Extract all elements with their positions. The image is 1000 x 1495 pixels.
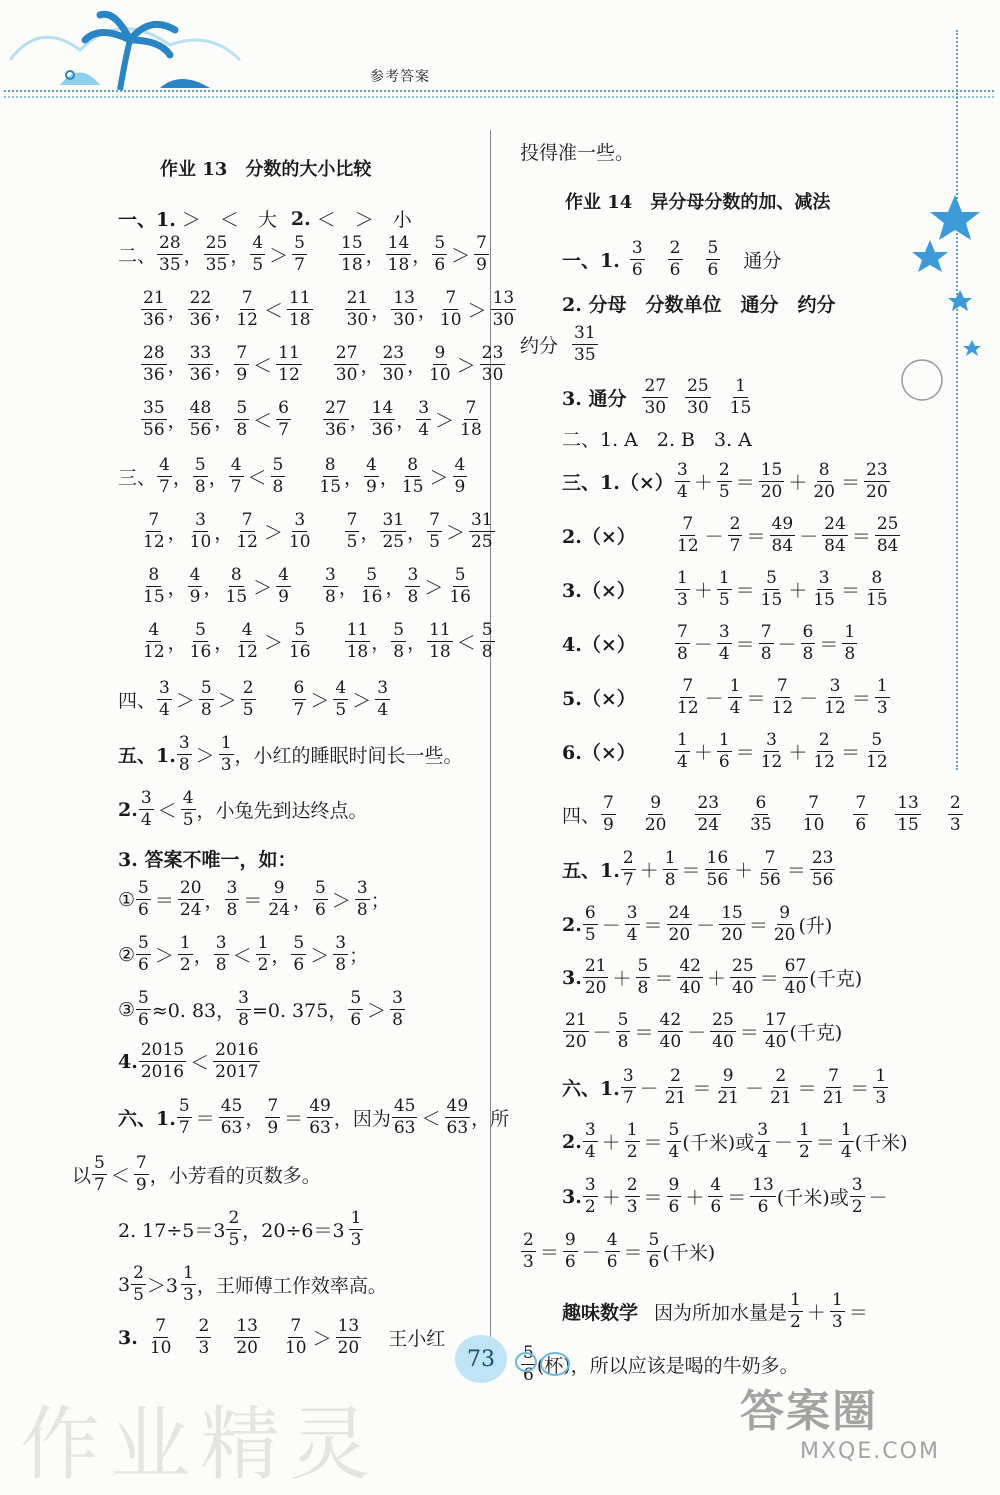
fraction: $\frac{1}{8}$ bbox=[844, 622, 856, 664]
equation-row: 6.（×） $\frac{1}{4}$ ＋ $\frac{1}{6}$ ＝ $\frac{3}{12}$ ＋ $\frac{2}{12}$ ＝ $\frac{5}{12}$ bbox=[562, 730, 888, 772]
right-s2: 二、1. A 2. B 3. A bbox=[562, 429, 752, 451]
left-s6-3: 3. $\frac{7}{10}$ $\frac{2}{3}$ $\frac{13}{20}$ $\frac{7}{10}$ ＞ $\frac{13}{20}$ 王小红 bbox=[118, 1316, 446, 1358]
fraction: $\frac{2}{7}$ bbox=[729, 514, 741, 556]
fraction: $\frac{7}{5}$ bbox=[346, 510, 358, 552]
fraction: $\frac{5}{15}$ bbox=[760, 568, 783, 610]
left-s5-c2: ② $\frac{5}{6}$ ＞ $\frac{1}{2}$ ， $\frac{3}{8}$ ＜ $\frac{1}{2}$ ， $\frac{5}{6}$ ＞ $\frac{3}{8}$ ； bbox=[118, 933, 369, 975]
fraction: $\frac{11}{18}$ bbox=[346, 620, 369, 662]
fraction: $\frac{7}{12}$ bbox=[677, 514, 699, 556]
fraction: $\frac{5}{16}$ bbox=[360, 565, 383, 607]
fraction: $\frac{6}{7}$ bbox=[293, 678, 305, 720]
fraction: $\frac{5}{8}$ bbox=[200, 678, 212, 720]
right-s6-3b: $\frac{2}{3}$ ＝ $\frac{9}{6}$ － $\frac{4}{6}$ ＝ $\frac{5}{6}$ (千米) bbox=[523, 1230, 716, 1272]
fraction: $\frac{3}{8}$ bbox=[407, 565, 419, 607]
section-label: 三、 bbox=[118, 467, 157, 489]
fraction: $\frac{4}{7}$ bbox=[159, 455, 170, 497]
fraction: $\frac{9}{10}$ bbox=[429, 343, 451, 385]
fraction: $\frac{4}{5}$ bbox=[252, 233, 264, 275]
header-title: 参考答案 bbox=[370, 69, 430, 85]
fraction: $\frac{8}{20}$ bbox=[813, 460, 835, 502]
right-s1-1: 一、1. $\frac{3}{6}$ $\frac{2}{6}$ $\frac{5}{6}$ 通分 bbox=[562, 238, 782, 280]
section-label: 二、 bbox=[118, 245, 157, 267]
fraction: $\frac{8}{15}$ bbox=[225, 565, 248, 607]
header-rule bbox=[4, 90, 994, 92]
comparison-row: $\frac{21}{36}$ ， $\frac{22}{36}$ ， $\frac{7}{12}$ ＜ $\frac{11}{18}$ $\frac{21}{30}$ ， $\frac{13}{30}$ ， $\frac{7}{10}$ ＞ $\frac{13}{30}$ bbox=[143, 288, 515, 330]
fraction: $\frac{5}{7}$ bbox=[294, 233, 305, 275]
bubble-icon bbox=[540, 1352, 570, 1376]
equation-row: 2.（×） $\frac{7}{12}$ － $\frac{2}{7}$ ＝ $\frac{49}{84}$ － $\frac{24}{84}$ ＝ $\frac{25}{84}$ bbox=[562, 514, 899, 556]
fraction: $\frac{28}{35}$ bbox=[159, 233, 181, 275]
comparison-row: 三、 $\frac{4}{7}$ ， $\frac{5}{8}$ ， $\frac{4}{7}$ ＜ $\frac{5}{8}$ $\frac{8}{15}$ ， $\frac{4}{9}$ ， $\frac{8}{15}$ ＞ $\frac{4}{9}$ bbox=[118, 455, 466, 497]
right-s5-3b: $\frac{21}{20}$ － $\frac{5}{8}$ ＝ $\frac{42}{40}$ － $\frac{25}{40}$ ＝ $\frac{17}{40}$ (千克) bbox=[565, 1010, 843, 1052]
fraction: $\frac{3}{10}$ bbox=[189, 510, 212, 552]
fraction: $\frac{3}{4}$ bbox=[718, 622, 730, 664]
right-s5-3: 3. $\frac{21}{20}$ ＋ $\frac{5}{8}$ ＝ $\frac{42}{40}$ ＋ $\frac{25}{40}$ ＝ $\frac{67}{40}$ (千克) bbox=[562, 956, 863, 998]
fraction: $\frac{8}{15}$ bbox=[401, 455, 424, 497]
page-header bbox=[0, 0, 1000, 110]
fraction: $\frac{1}{6}$ bbox=[718, 730, 730, 772]
comparison-row: 二、 $\frac{28}{35}$ ， $\frac{25}{35}$ ， $\frac{4}{5}$ ＞ $\frac{5}{7}$ $\frac{15}{18}$ ， $\frac{14}{18}$ ， $\frac{5}{6}$ ＞ $\frac{7}{9}$ bbox=[118, 233, 487, 275]
fraction: $\frac{4}{9}$ bbox=[366, 455, 377, 497]
watermark: 作业精灵 bbox=[20, 1398, 380, 1491]
fraction: $\frac{11}{18}$ bbox=[429, 620, 451, 662]
fraction: $\frac{2}{5}$ bbox=[718, 460, 730, 502]
fraction: $\frac{5}{8}$ bbox=[194, 455, 206, 497]
right-fun: 趣味数学 因为所加水量是 $\frac{1}{2}$ ＋ $\frac{1}{3}$ ＝ bbox=[562, 1290, 868, 1332]
right-s1-2b: 约分 $\frac{31}{35}$ bbox=[520, 323, 596, 365]
fraction: $\frac{23}{20}$ bbox=[866, 460, 888, 502]
right-fun-b: $\frac{5}{6}$ (杯)，所以应该是喝的牛奶多。 bbox=[523, 1343, 799, 1385]
left-s5-2: 2. $\frac{3}{4}$ ＜ $\frac{4}{5}$ ，小兔先到达终点。 bbox=[118, 788, 368, 830]
fraction: $\frac{7}{5}$ bbox=[429, 510, 440, 552]
site-logo: 答案圈 MXQE.COM bbox=[740, 1386, 940, 1464]
right-s5-1: 五、1. $\frac{2}{7}$ ＋ $\frac{1}{8}$ ＝ $\frac{16}{56}$ ＋ $\frac{7}{56}$ ＝ $\frac{23}{56}$ bbox=[562, 848, 834, 890]
fraction: $\frac{15}{20}$ bbox=[760, 460, 783, 502]
comparison-row: $\frac{4}{12}$ ， $\frac{5}{16}$ ， $\frac{4}{12}$ ＞ $\frac{5}{16}$ $\frac{11}{18}$ ， $\frac{5}{8}$ ， $\frac{11}{18}$ ＜ $\frac{5}{8}$ bbox=[143, 620, 493, 662]
fraction: $\frac{4}{9}$ bbox=[189, 565, 201, 607]
left-s5-4: 4. $\frac{2015}{2016}$ ＜ $\frac{2016}{2017}$ bbox=[118, 1040, 259, 1082]
fraction: $\frac{4}{5}$ bbox=[335, 678, 347, 720]
fraction: $\frac{7}{12}$ bbox=[143, 510, 165, 552]
fraction: $\frac{8}{15}$ bbox=[143, 565, 165, 607]
equation-row: 三、1.（×） $\frac{3}{4}$ ＋ $\frac{2}{5}$ ＝ $\frac{15}{20}$ ＋ $\frac{8}{20}$ ＝ $\frac{23}{20}$ bbox=[562, 460, 888, 502]
fraction: $\frac{2}{12}$ bbox=[813, 730, 835, 772]
fraction: $\frac{13}{30}$ bbox=[393, 288, 415, 330]
fraction: $\frac{7}{18}$ bbox=[460, 398, 482, 440]
fraction: $\frac{31}{25}$ bbox=[470, 510, 493, 552]
fraction: $\frac{5}{8}$ bbox=[393, 620, 405, 662]
fraction: $\frac{1}{4}$ bbox=[729, 676, 741, 718]
fraction: $\frac{8}{15}$ bbox=[866, 568, 888, 610]
fraction: $\frac{3}{4}$ bbox=[140, 788, 152, 830]
page-number: 73 bbox=[455, 1335, 507, 1383]
fraction: $\frac{7}{12}$ bbox=[677, 676, 699, 718]
fraction: $\frac{4}{12}$ bbox=[236, 620, 258, 662]
fraction: $\frac{5}{6}$ bbox=[434, 233, 446, 275]
fraction: $\frac{27}{30}$ bbox=[335, 343, 358, 385]
fraction: $\frac{7}{9}$ bbox=[236, 343, 248, 385]
equation-row: 3.（×） $\frac{1}{3}$ ＋ $\frac{1}{5}$ ＝ $\frac{5}{15}$ ＋ $\frac{3}{15}$ ＝ $\frac{8}{15}$ bbox=[562, 568, 888, 610]
fraction: $\frac{3}{12}$ bbox=[760, 730, 783, 772]
fraction: $\frac{22}{36}$ bbox=[189, 288, 212, 330]
fraction: $\frac{7}{10}$ bbox=[439, 288, 462, 330]
fraction: $\frac{7}{12}$ bbox=[236, 510, 258, 552]
right-heading: 作业 14 异分母分数的加、减法 bbox=[565, 192, 831, 213]
fraction: $\frac{7}{8}$ bbox=[760, 622, 772, 664]
fraction: $\frac{1}{4}$ bbox=[677, 730, 688, 772]
fraction: $\frac{48}{56}$ bbox=[189, 398, 212, 440]
fraction: $\frac{4}{9}$ bbox=[454, 455, 466, 497]
fraction: $\frac{8}{15}$ bbox=[319, 455, 342, 497]
s1-label: 一、1. bbox=[118, 209, 176, 231]
fraction: $\frac{5}{12}$ bbox=[866, 730, 888, 772]
fraction: $\frac{1}{5}$ bbox=[718, 568, 730, 610]
fraction: $\frac{5}{16}$ bbox=[449, 565, 471, 607]
fraction: $\frac{3}{10}$ bbox=[288, 510, 311, 552]
equation-row: 4.（×） $\frac{7}{8}$ － $\frac{3}{4}$ ＝ $\frac{7}{8}$ － $\frac{6}{8}$ ＝ $\frac{1}{8}$ bbox=[562, 622, 856, 664]
left-s6-2b: 3 $\frac{2}{5}$ ＞3 $\frac{1}{3}$ ，王师傅工作效率高。 bbox=[118, 1263, 387, 1305]
right-s4: 四、 $\frac{7}{9}$ $\frac{9}{20}$ $\frac{23}{24}$ $\frac{6}{35}$ $\frac{7}{10}$ $\frac{7}{6}$ $\frac{13}{15}$ $\frac{2}{3}$ bbox=[562, 793, 961, 835]
fraction: $\frac{23}{30}$ bbox=[481, 343, 504, 385]
s1-a: ＞ ＜ 大 bbox=[181, 209, 277, 231]
fraction: $\frac{1}{3}$ bbox=[876, 676, 888, 718]
bubble-icon bbox=[515, 1352, 537, 1372]
comparison-row: $\frac{8}{15}$ ， $\frac{4}{9}$ ， $\frac{8}{15}$ ＞ $\frac{4}{9}$ $\frac{3}{8}$ ， $\frac{5}{16}$ ， $\frac{3}{8}$ ＞ $\frac{5}{16}$ bbox=[143, 565, 471, 607]
left-s6-1: 六、1. $\frac{5}{7}$ ＝ $\frac{45}{63}$ ， $\frac{7}{9}$ ＝ $\frac{49}{63}$ ，因为 $\frac{45}{63}$ ＜ $\frac{49}{63}$ ，所 bbox=[118, 1096, 510, 1138]
fraction: $\frac{11}{18}$ bbox=[288, 288, 311, 330]
fraction: $\frac{33}{36}$ bbox=[189, 343, 212, 385]
left-s5-c1: ① $\frac{5}{6}$ ＝ $\frac{20}{24}$ ， $\frac{3}{8}$ ＝ $\frac{9}{24}$ ， $\frac{5}{6}$ ＞ $\frac{3}{8}$ ； bbox=[118, 878, 390, 920]
left-s5-1: 五、1. $\frac{3}{8}$ ＞ $\frac{1}{3}$ ，小红的睡眠时间长一些。 bbox=[118, 733, 463, 775]
header-rule-2 bbox=[4, 96, 994, 98]
comparison-row: $\frac{35}{56}$ ， $\frac{48}{56}$ ， $\frac{5}{8}$ ＜ $\frac{6}{7}$ $\frac{27}{36}$ ， $\frac{14}{36}$ ， $\frac{3}{4}$ ＞ $\frac{7}{18}$ bbox=[143, 398, 482, 440]
fraction: $\frac{35}{56}$ bbox=[143, 398, 165, 440]
right-s1-3: 3. 通分 $\frac{27}{30}$ $\frac{25}{30}$ $\frac{1}{15}$ bbox=[562, 376, 752, 418]
fraction: $\frac{7}{12}$ bbox=[771, 676, 794, 718]
comparison-row: $\frac{28}{36}$ ， $\frac{33}{36}$ ， $\frac{7}{9}$ ＜ $\frac{11}{12}$ $\frac{27}{30}$ ， $\frac{23}{30}$ ， $\frac{9}{10}$ ＞ $\frac{23}{30}$ bbox=[143, 343, 504, 385]
fraction: $\frac{1}{3}$ bbox=[220, 733, 232, 775]
right-s6-2: 2. $\frac{3}{4}$ ＋ $\frac{1}{2}$ ＝ $\frac{5}{4}$ (千米) 或 $\frac{3}{4}$ － $\frac{1}{2}$ ＝ $\frac{1}{4}$ (千米) bbox=[562, 1120, 908, 1162]
left-s5-3: 3. 答案不唯一，如： bbox=[118, 849, 297, 871]
left-s5-c3: ③ $\frac{5}{6}$ ≈0. 83， $\frac{3}{8}$ =0. 375， $\frac{5}{6}$ ＞ $\frac{3}{8}$ bbox=[118, 988, 403, 1030]
right-s6-3: 3. $\frac{3}{2}$ ＋ $\frac{2}{3}$ ＝ $\frac{9}{6}$ ＋ $\frac{4}{6}$ ＝ $\frac{13}{6}$ (千米) 或 $\frac{3}{2}$ － bbox=[562, 1175, 888, 1217]
fraction: $\frac{3}{4}$ bbox=[377, 678, 389, 720]
left-heading: 作业 13 分数的大小比较 bbox=[160, 159, 372, 180]
fraction: $\frac{27}{36}$ bbox=[324, 398, 347, 440]
fraction: $\frac{3}{4}$ bbox=[159, 678, 170, 720]
comparison-row: $\frac{7}{12}$ ， $\frac{3}{10}$ ， $\frac{7}{12}$ ＞ $\frac{3}{10}$ $\frac{7}{5}$ ， $\frac{31}{25}$ ， $\frac{7}{5}$ ＞ $\frac{31}{25}$ bbox=[143, 510, 493, 552]
fraction: $\frac{3}{8}$ bbox=[178, 733, 190, 775]
left-s6-2: 2. 17÷5＝3 $\frac{2}{5}$ ，20÷6＝3 $\frac{1}{3}$ bbox=[118, 1208, 362, 1250]
s1-c: ＜ ＞ 小 bbox=[316, 209, 412, 231]
fraction: $\frac{23}{30}$ bbox=[382, 343, 405, 385]
fraction: $\frac{4}{9}$ bbox=[278, 565, 289, 607]
fraction: $\frac{15}{18}$ bbox=[341, 233, 363, 275]
fraction: $\frac{2}{5}$ bbox=[242, 678, 254, 720]
fraction: $\frac{14}{18}$ bbox=[387, 233, 410, 275]
fraction: $\frac{3}{8}$ bbox=[324, 565, 336, 607]
fraction: $\frac{7}{12}$ bbox=[236, 288, 258, 330]
fraction: $\frac{3}{4}$ bbox=[677, 460, 688, 502]
fraction: $\frac{5}{16}$ bbox=[189, 620, 212, 662]
fraction: $\frac{24}{84}$ bbox=[824, 514, 846, 556]
fraction: $\frac{4}{12}$ bbox=[143, 620, 165, 662]
fraction: $\frac{6}{8}$ bbox=[802, 622, 814, 664]
equation-row: 5.（×） $\frac{7}{12}$ － $\frac{1}{4}$ ＝ $\frac{7}{12}$ － $\frac{3}{12}$ ＝ $\frac{1}{3}$ bbox=[562, 676, 888, 718]
fraction: $\frac{11}{12}$ bbox=[278, 343, 300, 385]
fraction: $\frac{5}{8}$ bbox=[272, 455, 284, 497]
fraction: $\frac{31}{25}$ bbox=[382, 510, 405, 552]
star-decoration-icon bbox=[900, 190, 1000, 420]
fraction: $\frac{6}{7}$ bbox=[278, 398, 289, 440]
fraction: $\frac{5}{16}$ bbox=[288, 620, 311, 662]
fraction: $\frac{3}{12}$ bbox=[824, 676, 846, 718]
fraction: $\frac{28}{36}$ bbox=[143, 343, 165, 385]
fraction: $\frac{25}{35}$ bbox=[205, 233, 228, 275]
fraction: $\frac{25}{84}$ bbox=[876, 514, 899, 556]
left-s1 bbox=[118, 205, 412, 232]
fraction: $\frac{21}{30}$ bbox=[346, 288, 369, 330]
left-s6-1b: 以 $\frac{5}{7}$ ＜ $\frac{7}{9}$ ，小芳看的页数多。 bbox=[72, 1153, 321, 1195]
fraction: $\frac{3}{4}$ bbox=[418, 398, 430, 440]
right-s1-2: 2. 分母 分数单位 通分 约分 bbox=[562, 294, 836, 316]
fraction: $\frac{13}{30}$ bbox=[492, 288, 515, 330]
fraction: $\frac{7}{9}$ bbox=[476, 233, 487, 275]
fraction: $\frac{21}{36}$ bbox=[143, 288, 165, 330]
s4-label: 四、 bbox=[118, 690, 157, 712]
right-intro: 投得准一些。 bbox=[520, 142, 635, 164]
palm-tree-icon bbox=[0, 0, 260, 100]
fraction: $\frac{49}{84}$ bbox=[771, 514, 794, 556]
fraction: $\frac{3}{15}$ bbox=[813, 568, 835, 610]
fraction: $\frac{4}{7}$ bbox=[230, 455, 242, 497]
fraction: $\frac{5}{8}$ bbox=[236, 398, 248, 440]
right-s6-1: 六、1. $\frac{3}{7}$ － $\frac{2}{21}$ ＝ $\frac{9}{21}$ － $\frac{2}{21}$ ＝ $\frac{7}{21}$ ＝ $\frac{1}{3}$ bbox=[562, 1066, 887, 1108]
fraction: $\frac{1}{3}$ bbox=[677, 568, 688, 610]
right-s5-2: 2. $\frac{6}{5}$ － $\frac{3}{4}$ ＝ $\frac{24}{20}$ － $\frac{15}{20}$ ＝ $\frac{9}{20}$ (升) bbox=[562, 903, 833, 945]
s1-b: 2. bbox=[290, 207, 311, 230]
fraction: $\frac{7}{8}$ bbox=[677, 622, 688, 664]
left-s4: 四、 $\frac{3}{4}$ ＞ $\frac{5}{8}$ ＞ $\frac{2}{5}$ $\frac{6}{7}$ ＞ $\frac{4}{5}$ ＞ $\frac{3}{4}$ bbox=[118, 678, 389, 720]
fraction: $\frac{4}{5}$ bbox=[182, 788, 194, 830]
fraction: $\frac{5}{8}$ bbox=[481, 620, 493, 662]
fraction: $\frac{14}{36}$ bbox=[371, 398, 394, 440]
